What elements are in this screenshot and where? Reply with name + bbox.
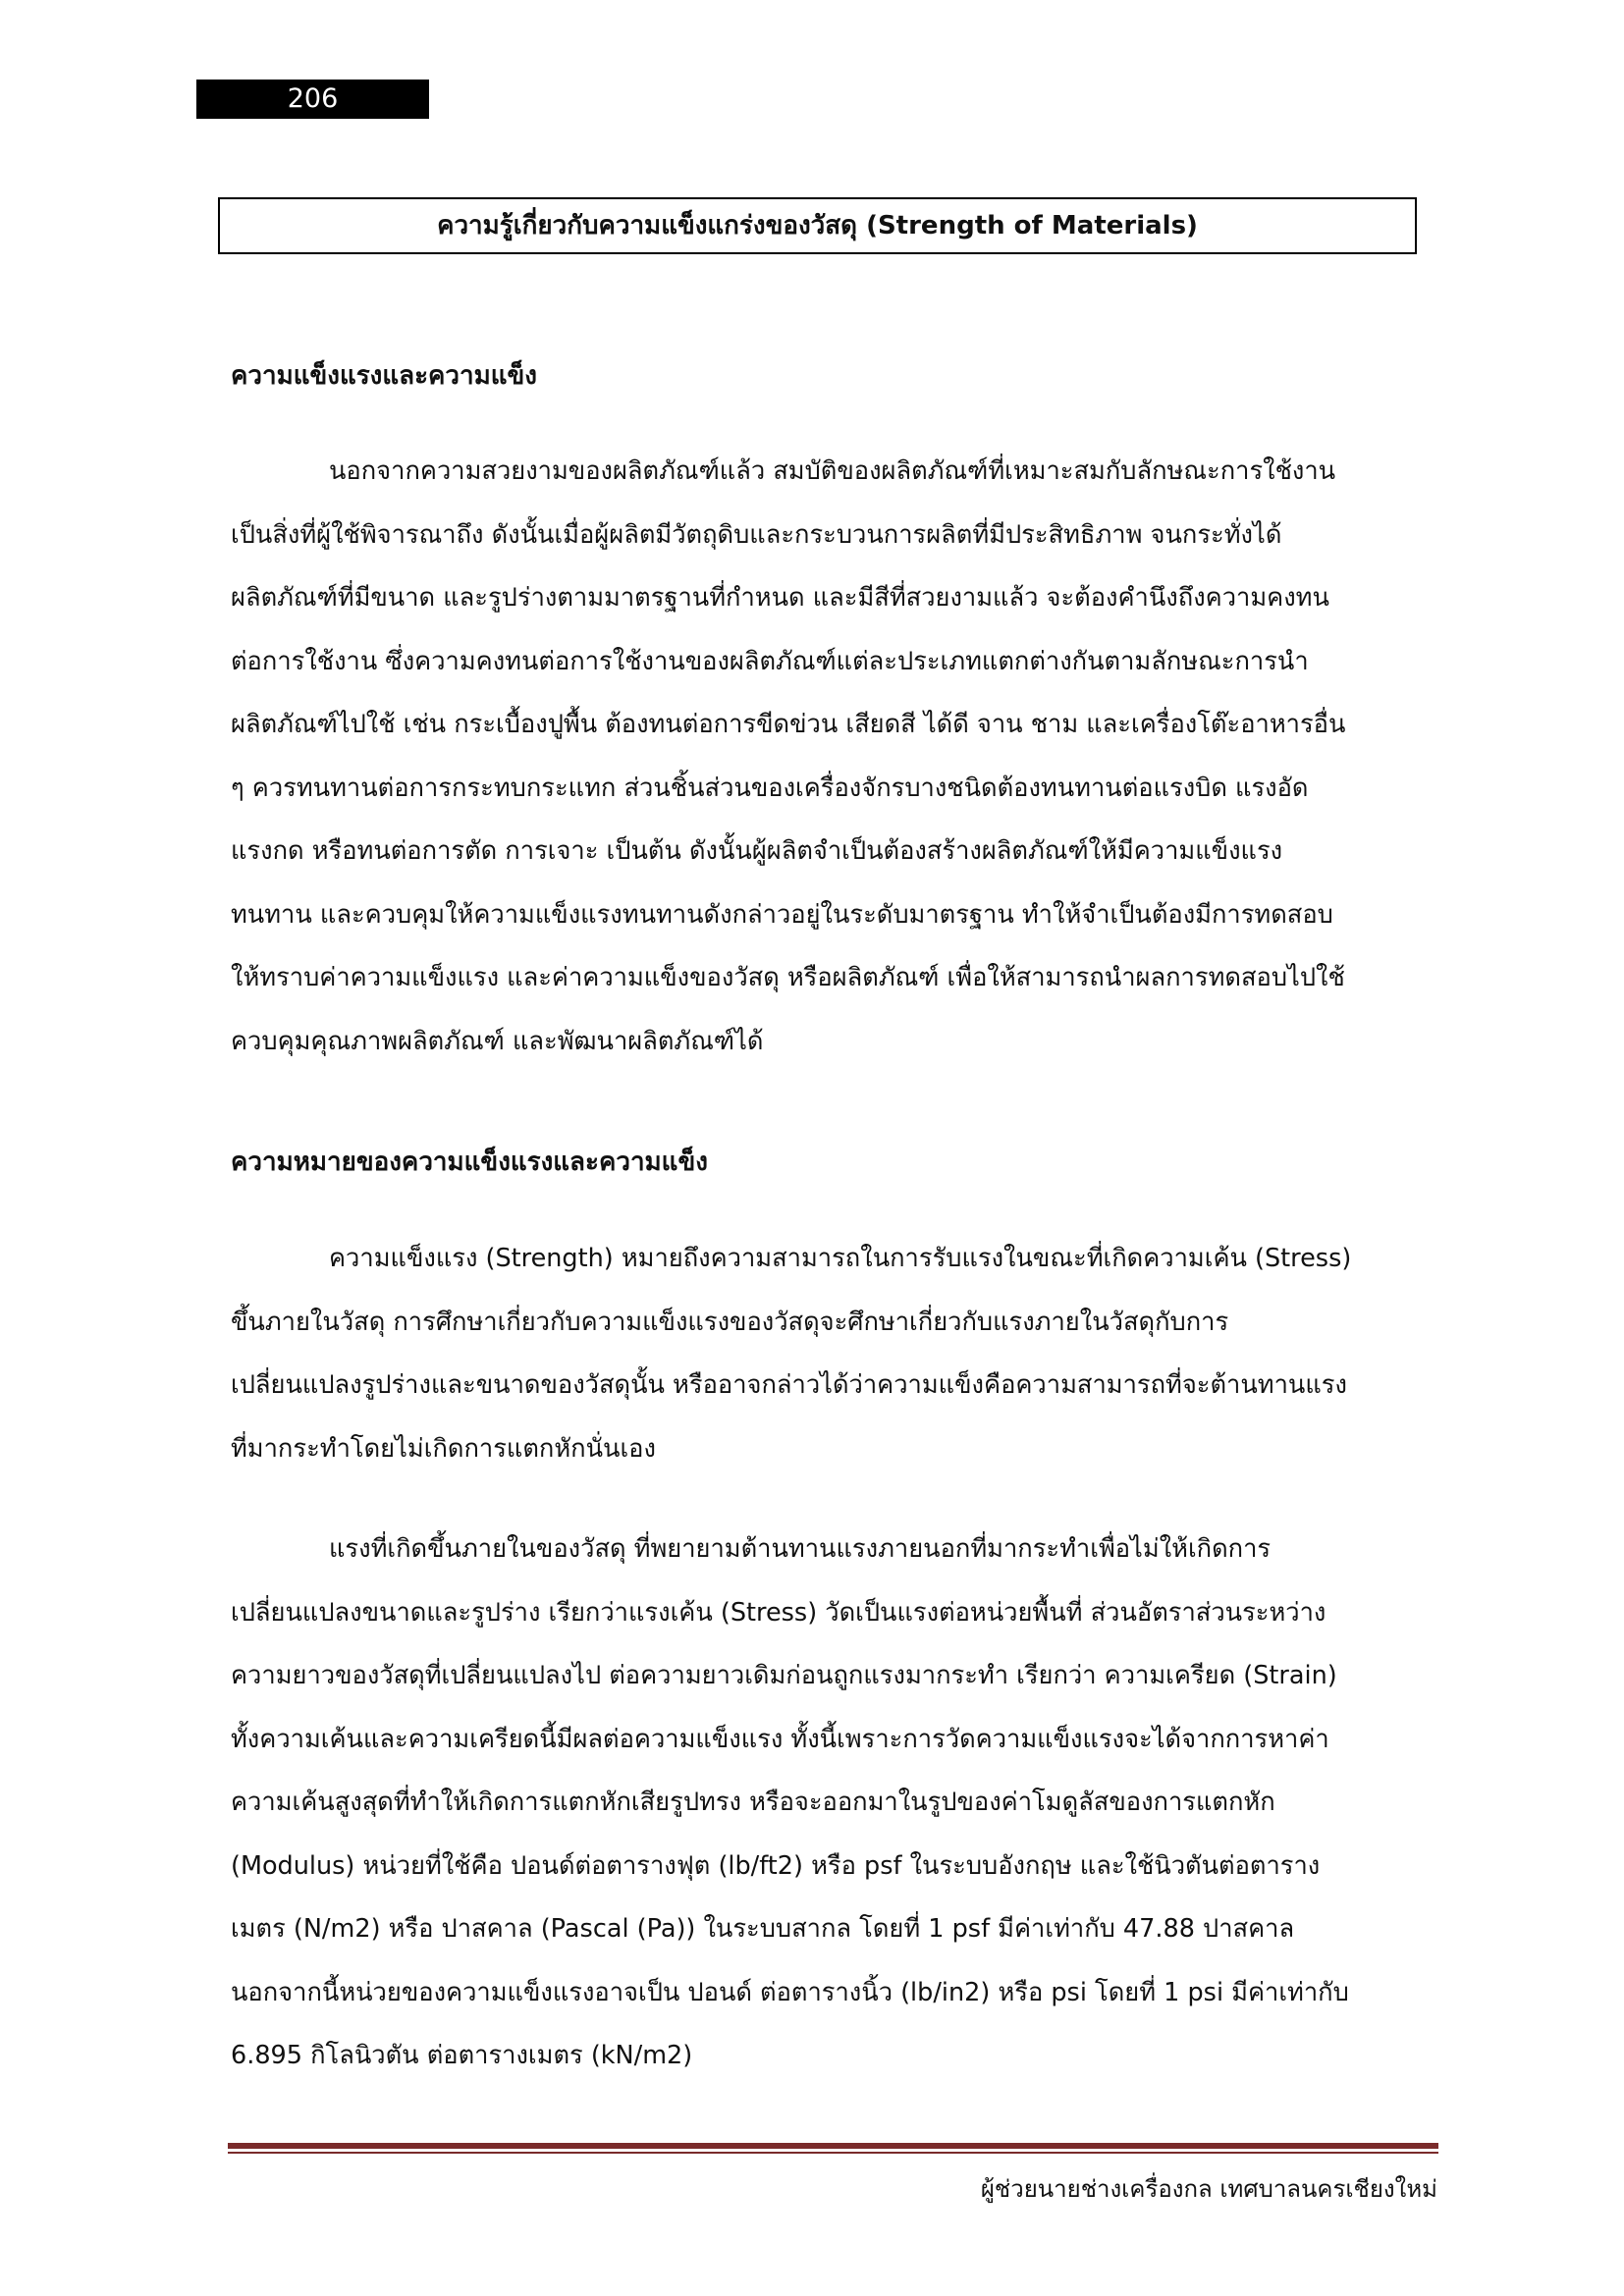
- section1-paragraph: [231, 440, 1438, 1073]
- text-line: เปลี่ยนแปลงรูปร่างและขนาดของวัสดุนั้น หรืออาจกล่าวได้ว่าความแข็งคือความสามารถที่จะต้านทานแรง: [231, 1370, 1347, 1400]
- text-line: ทั้งความเค้นและความเครียดนี้มีผลต่อความแข็งแรง ทั้งนี้เพราะการวัดความแข็งแรงจะได้จากการหาค่า: [231, 1724, 1329, 1754]
- text-line: เมตร (N/m2) หรือ ปาสคาล (Pascal (Pa)) ในระบบสากล โดยที่ 1 psf มีค่าเท่ากับ 47.88 ปาสคาล: [231, 1914, 1295, 1944]
- section-heading-strength-hardness: ความแข็งแรงและความแข็ง: [231, 361, 537, 391]
- text-line: ที่มากระทำโดยไม่เกิดการแตกหักนั่นเอง: [231, 1433, 656, 1464]
- document-title: ความรู้เกี่ยวกับความแข็งแกร่งของวัสดุ (Strength of Materials): [218, 197, 1417, 254]
- text-line: ให้ทราบค่าความแข็งแรง และค่าความแข็งของวัสดุ หรือผลิตภัณฑ์ เพื่อให้สามารถนำผลการทดสอบไปใช้: [231, 963, 1345, 992]
- text-line: ๆ ควรทนทานต่อการกระทบกระแทก ส่วนชิ้นส่วนของเครื่องจักรบางชนิดต้องทนทานต่อแรงบิด แรงอัด: [231, 773, 1309, 803]
- text-line: ควบคุมคุณภาพผลิตภัณฑ์ และพัฒนาผลิตภัณฑ์ได้: [231, 1026, 764, 1056]
- section2-paragraph-1: [231, 1227, 1438, 1480]
- text-line: นอกจากนี้หน่วยของความแข็งแรงอาจเป็น ปอนด์ ต่อตารางนิ้ว (lb/in2) หรือ psi โดยที่ 1 psi มีค่าเท่ากับ: [231, 1977, 1349, 2007]
- text-line: เปลี่ยนแปลงขนาดและรูปร่าง เรียกว่าแรงเค้น (Stress) วัดเป็นแรงต่อหน่วยพื้นที่ ส่วนอัตราส่วนระหว่าง: [231, 1597, 1326, 1628]
- text-line: ความเค้นสูงสุดที่ทำให้เกิดการแตกหักเสียรูปทรง หรือจะออกมาในรูปของค่าโมดูลัสของการแตกหัก: [231, 1788, 1275, 1817]
- section-heading-definition: ความหมายของความแข็งแรงและความแข็ง: [231, 1148, 708, 1177]
- text-line: ผลิตภัณฑ์ไปใช้ เช่น กระเบื้องปูพื้น ต้องทนต่อการขีดข่วน เสียดสี ได้ดี จาน ชาม และเครื่องโต๊ะอาหารอื่น: [231, 710, 1346, 739]
- text-line: เป็นสิ่งที่ผู้ใช้พิจารณาถึง ดังนั้นเมื่อผู้ผลิตมีวัตถุดิบและกระบวนการผลิตที่มีประสิทธิภาพ จนกระทั่งได้: [231, 519, 1282, 550]
- text-line: ความแข็งแรง (Strength) หมายถึงความสามารถในการรับแรงในขณะที่เกิดความเค้น (Stress): [329, 1244, 1352, 1273]
- section2-paragraph-2: [231, 1518, 1438, 2088]
- text-line: นอกจากความสวยงามของผลิตภัณฑ์แล้ว สมบัติของผลิตภัณฑ์ที่เหมาะสมกับลักษณะการใช้งาน: [329, 456, 1336, 486]
- footer-text: ผู้ช่วยนายช่างเครื่องกล เทศบาลนครเชียงใหม่: [980, 2175, 1437, 2203]
- text-line: (Modulus) หน่วยที่ใช้คือ ปอนด์ต่อตารางฟุต (lb/ft2) หรือ psf ในระบบอังกฤษ และใช้นิวตันต่อตาราง: [231, 1850, 1321, 1881]
- text-line: 6.895 กิโลนิวตัน ต่อตารางเมตร (kN/m2): [231, 2041, 693, 2070]
- text-line: ผลิตภัณฑ์ที่มีขนาด และรูปร่างตามมาตรฐานที่กำหนด และมีสีที่สวยงามแล้ว จะต้องคำนึงถึงความคงทน: [231, 583, 1329, 613]
- text-line: แรงกด หรือทนต่อการตัด การเจาะ เป็นต้น ดังนั้นผู้ผลิตจำเป็นต้องสร้างผลิตภัณฑ์ให้มีความแข็งแรง: [231, 836, 1283, 866]
- page-number: 206: [196, 80, 429, 119]
- footer-divider-thin: [228, 2152, 1438, 2154]
- footer-divider: [228, 2143, 1438, 2149]
- text-line: ทนทาน และควบคุมให้ความแข็งแรงทนทานดังกล่าวอยู่ในระดับมาตรฐาน ทำให้จำเป็นต้องมีการทดสอบ: [231, 899, 1333, 930]
- text-line: ความยาวของวัสดุที่เปลี่ยนแปลงไป ต่อความยาวเดิมก่อนถูกแรงมากระทำ เรียกว่า ความเครียด (Strain): [231, 1661, 1337, 1690]
- text-line: แรงที่เกิดขึ้นภายในของวัสดุ ที่พยายามต้านทานแรงภายนอกที่มากระทำเพื่อไม่ให้เกิดการ: [329, 1534, 1272, 1564]
- text-line: ขึ้นภายในวัสดุ การศึกษาเกี่ยวกับความแข็งแรงของวัสดุจะศึกษาเกี่ยวกับแรงภายในวัสดุกับการ: [231, 1307, 1229, 1337]
- text-line: ต่อการใช้งาน ซึ่งความคงทนต่อการใช้งานของผลิตภัณฑ์แต่ละประเภทแตกต่างกันตามลักษณะการนำ: [231, 646, 1309, 676]
